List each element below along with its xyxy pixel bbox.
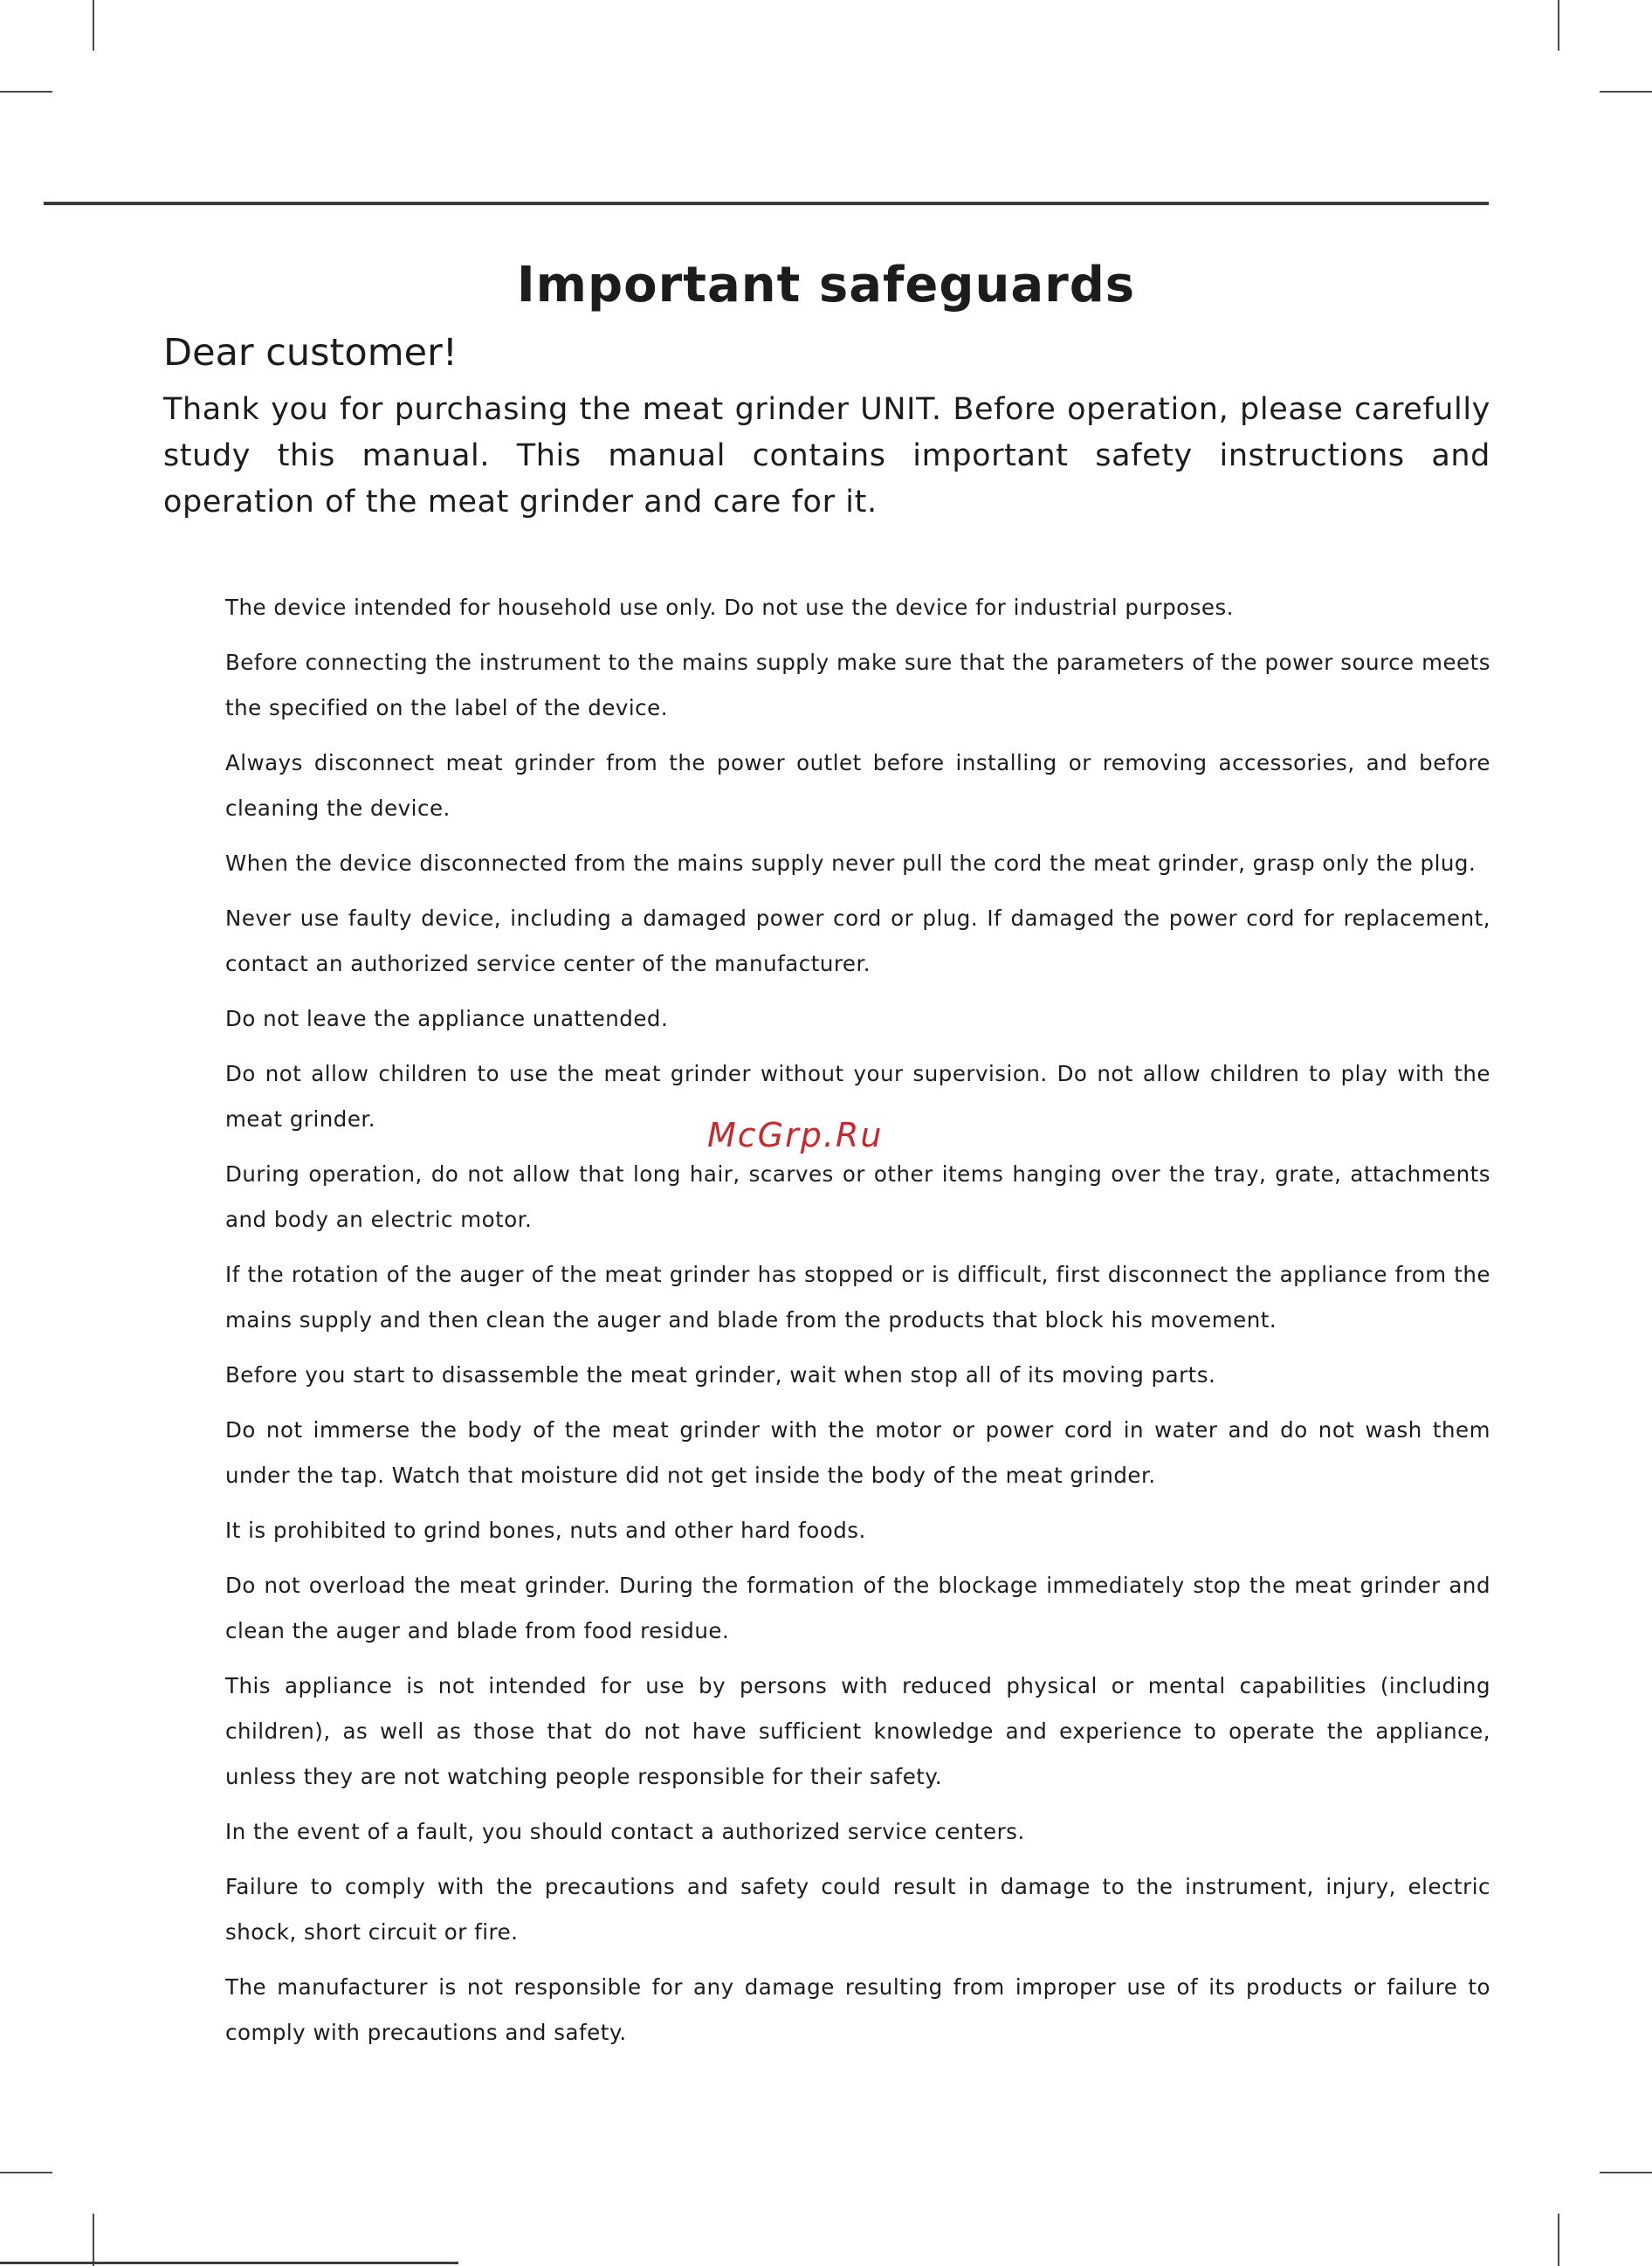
safeguard-item: Failure to comply with the precautions and safety could result in damage to the instrument, injury, electric shock, short circuit or fire. — [225, 1874, 1490, 1945]
page-title: Important safeguards — [516, 257, 1136, 313]
safeguard-item: Do not overload the meat grinder. During the formation of the blockage immediately stop the meat grinder and clean the auger and blade from food residue. — [225, 1573, 1490, 1643]
greeting-heading: Dear customer! — [163, 331, 458, 375]
safeguard-item: Never use faulty device, including a damaged power cord or plug. If damaged the power cord for replacement, contact an authorized service center of the manufacturer. — [225, 906, 1490, 976]
crop-mark-top-left-vertical — [93, 0, 94, 51]
watermark-link[interactable]: McGrp.Ru — [707, 1116, 884, 1154]
footer-rule — [0, 2262, 458, 2264]
safeguard-item: The device intended for household use only. Do not use the device for industrial purposes. — [225, 595, 1235, 620]
safeguard-item: The manufacturer is not responsible for any damage resulting from improper use of its products or failure to comply with precautions and safety. — [225, 1974, 1490, 2045]
crop-mark-bottom-right-horizontal — [1600, 2172, 1652, 2173]
intro-paragraph: Thank you for purchasing the meat grinder UNIT. Before operation, please carefully study this manual. This manual contains important safety instructions and operation of the meat grinder and care for it. — [163, 392, 1490, 520]
safeguard-item: Do not leave the appliance unattended. — [225, 1006, 669, 1031]
safeguard-item: During operation, do not allow that long hair, scarves or other items hanging over the tray, grate, attachments and body an electric motor. — [225, 1161, 1490, 1232]
crop-mark-bottom-left-vertical — [93, 2214, 94, 2266]
crop-mark-bottom-right-vertical — [1558, 2214, 1559, 2266]
safeguard-item: Before you start to disassemble the meat grinder, wait when stop all of its moving parts. — [225, 1362, 1216, 1388]
safeguard-item: Do not immerse the body of the meat grinder with the motor or power cord in water and do not wash them under the tap. Watch that moisture did not get inside the body of the meat grinder. — [225, 1417, 1490, 1488]
safeguard-item: Always disconnect meat grinder from the power outlet before installing or removing accessories, and before cleaning the device. — [225, 750, 1490, 821]
safeguards-list — [225, 585, 1490, 2065]
crop-mark-top-right-horizontal — [1600, 91, 1652, 93]
safeguard-item: In the event of a fault, you should contact a authorized service centers. — [225, 1819, 1025, 1844]
safeguard-item: It is prohibited to grind bones, nuts and other hard foods. — [225, 1518, 866, 1543]
crop-mark-top-left-horizontal — [0, 91, 52, 93]
crop-mark-bottom-left-horizontal — [0, 2172, 52, 2173]
header-rule — [44, 202, 1489, 205]
safeguard-item: Do not allow children to use the meat grinder without your supervision. Do not allow children to play with the meat grinder. — [225, 1061, 1490, 1132]
safeguard-item: This appliance is not intended for use by persons with reduced physical or mental capabilities (including children), as well as those that do not have sufficient knowledge and experience to operate the appliance, unless they are not watching people responsible for their safety. — [225, 1673, 1490, 1789]
crop-mark-top-right-vertical — [1558, 0, 1559, 51]
safeguard-item: Before connecting the instrument to the mains supply make sure that the parameters of the power source meets the specified on the label of the device. — [225, 650, 1490, 720]
safeguard-item: When the device disconnected from the mains supply never pull the cord the meat grinder, grasp only the plug. — [225, 851, 1476, 876]
safeguard-item: If the rotation of the auger of the meat grinder has stopped or is difficult, first disconnect the appliance from the mains supply and then clean the auger and blade from the products that block his movement. — [225, 1262, 1490, 1333]
